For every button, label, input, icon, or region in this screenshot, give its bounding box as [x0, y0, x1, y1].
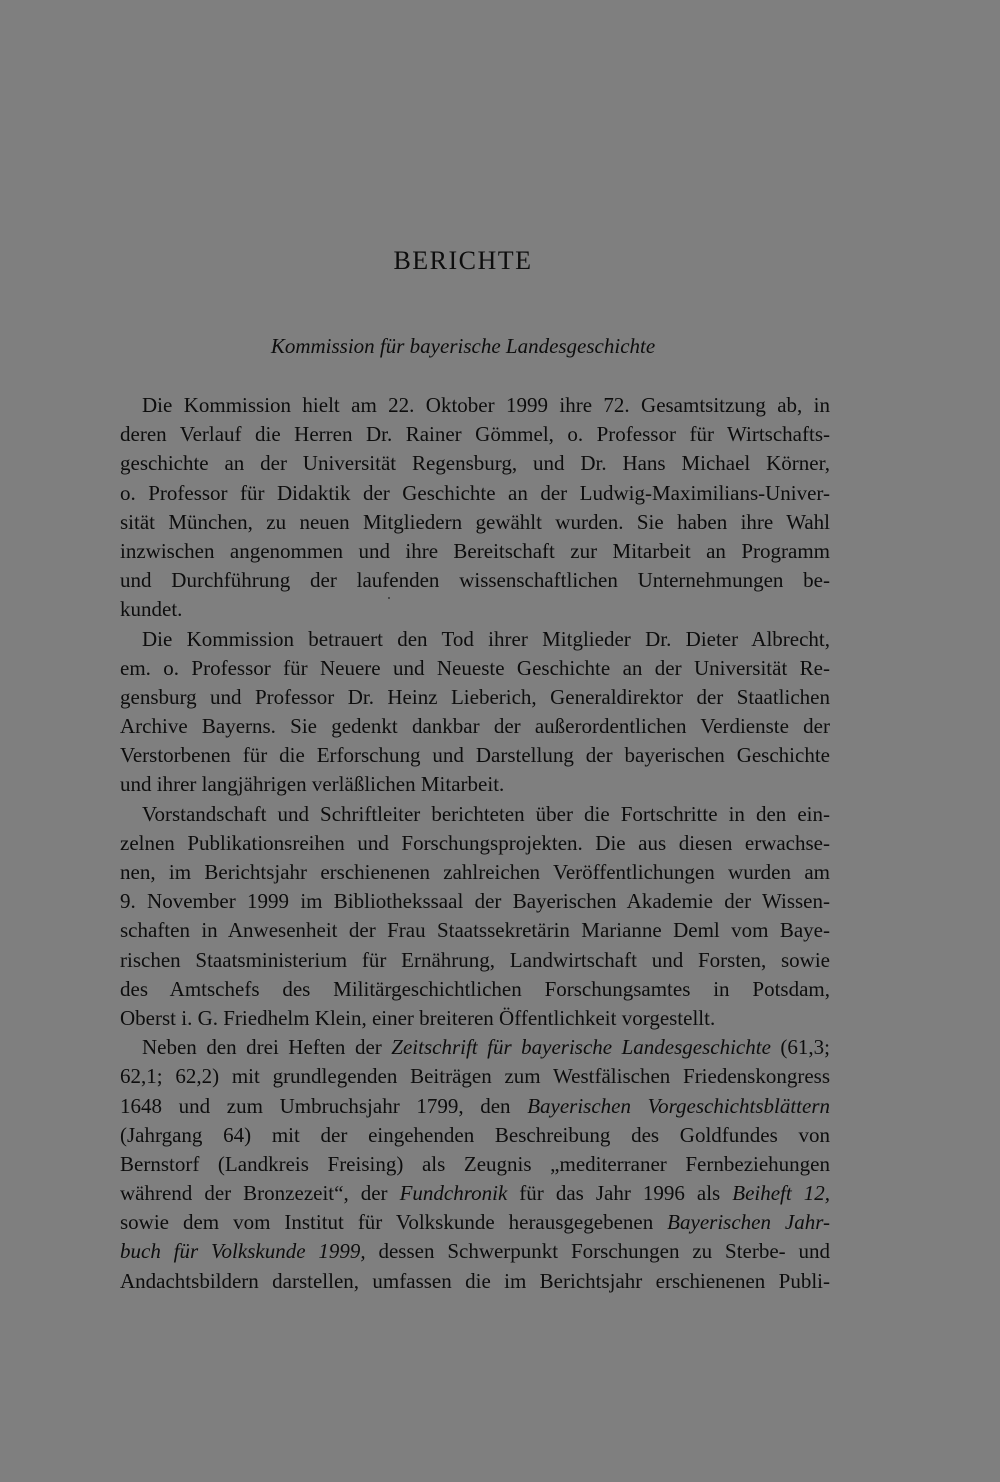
text-line: [98, 1237, 830, 1266]
text-run: für das Jahr 1996 als: [507, 1181, 733, 1206]
text-line: Archive Bayerns. Sie gedenkt dankbar der außerordentlichen Verdienste der: [120, 714, 830, 739]
text-line: Oberst i. G. Friedhelm Klein, einer breiteren Öffentlichkeit vorgestellt.: [120, 1005, 716, 1030]
paragraph-4: [98, 1033, 830, 1296]
text-line: deren Verlauf die Herren Dr. Rainer Gömmel, o. Professor für Wirtschafts-: [120, 422, 830, 447]
publication-title: buch für Volkskunde 1999,: [120, 1239, 366, 1264]
text-line: Die Kommission betrauert den Tod ihrer Mitglieder Dr. Dieter Albrecht,: [142, 626, 830, 651]
journal-title: Zeitschrift für bayerische Landesgeschichte: [391, 1035, 771, 1060]
text-line: em. o. Professor für Neuere und Neueste Geschichte an der Universität Re-: [120, 655, 830, 680]
text-line: und ihrer langjährigen verläßlichen Mitarbeit.: [120, 772, 505, 797]
text-line: inzwischen angenommen und ihre Bereitschaft zur Mitarbeit an Programm: [120, 538, 830, 563]
text-line: [98, 1179, 830, 1208]
text-line: Vorstandschaft und Schriftleiter berichteten über die Fortschritte in den ein-: [142, 801, 830, 826]
text-line: Andachtsbildern darstellen, umfassen die im Berichtsjahr erschienenen Publi-: [120, 1268, 830, 1293]
text-run: dessen Schwerpunkt Forschungen zu Sterbe- und: [365, 1239, 831, 1264]
journal-title: Bayerischen Vorgeschichtsblättern: [527, 1093, 830, 1118]
text-line: 62,1; 62,2) mit grundlegenden Beiträgen zum Westfälischen Friedenskongress: [120, 1064, 830, 1089]
text-line: Verstorbenen für die Erforschung und Darstellung der bayerischen Geschichte: [120, 743, 830, 768]
text-run: sowie dem vom Institut für Volkskunde herausgegebenen: [120, 1210, 668, 1235]
text-line: sität München, zu neuen Mitgliedern gewählt wurden. Sie haben ihre Wahl: [120, 509, 830, 534]
text-line: geschichte an der Universität Regensburg, und Dr. Hans Michael Körner,: [120, 451, 830, 476]
text-run: während der Bronzezeit“, der: [120, 1181, 400, 1206]
text-line: 9. November 1999 im Bibliothekssaal der Bayerischen Akademie der Wissen-: [120, 889, 830, 914]
text-line: schaften in Anwesenheit der Frau Staatssekretärin Marianne Deml vom Baye-: [120, 918, 830, 943]
text-line: Die Kommission hielt am 22. Oktober 1999 ihre 72. Gesamtsitzung ab, in: [142, 393, 830, 417]
text-line: (Jahrgang 64) mit der eingehenden Beschreibung des Goldfundes von: [120, 1122, 830, 1147]
paragraph-2: [98, 625, 830, 800]
text-run: (61,3;: [770, 1035, 831, 1060]
page-heading: BERICHTE: [393, 246, 533, 275]
text-line: [98, 1208, 830, 1237]
text-run: 1648 und zum Umbruchsjahr 1799, den: [120, 1093, 528, 1118]
publication-title: Beiheft 12,: [732, 1181, 831, 1206]
paragraph-3: [98, 800, 830, 1034]
section-subheading: Kommission für bayerische Landesgeschichte: [270, 334, 656, 358]
publication-title: Bayerischen Jahr-: [667, 1210, 830, 1235]
scan-speck: [388, 597, 390, 599]
publication-title: Fundchronik: [399, 1181, 508, 1206]
text-line: o. Professor für Didaktik der Geschichte an der Ludwig-Maximilians-Univer-: [120, 480, 830, 505]
paragraph-1: [98, 391, 830, 625]
text-line: des Amtschefs des Militärgeschichtlichen Forschungsamtes in Potsdam,: [120, 976, 830, 1001]
text-line: nen, im Berichtsjahr erschienenen zahlreichen Veröffentlichungen wurden am: [120, 860, 830, 884]
text-line: [98, 1092, 830, 1121]
text-line: und Durchführung der laufenden wissenschaftlichen Unternehmungen be-: [120, 568, 830, 593]
text-line: zelnen Publikationsreihen und Forschungsprojekten. Die aus diesen erwachse-: [120, 830, 830, 855]
text-line: Bernstorf (Landkreis Freising) als Zeugnis „mediterraner Fernbeziehungen: [120, 1151, 830, 1176]
text-line: [98, 1033, 830, 1062]
text-line: rischen Staatsministerium für Ernährung, Landwirtschaft und Forsten, sowie: [120, 947, 830, 972]
text-line: gensburg und Professor Dr. Heinz Lieberich, Generaldirektor der Staatlichen: [120, 684, 830, 709]
report-body: [98, 391, 830, 1296]
text-line: kundet.: [120, 597, 183, 622]
text-run: Neben den drei Heften der: [142, 1035, 392, 1060]
